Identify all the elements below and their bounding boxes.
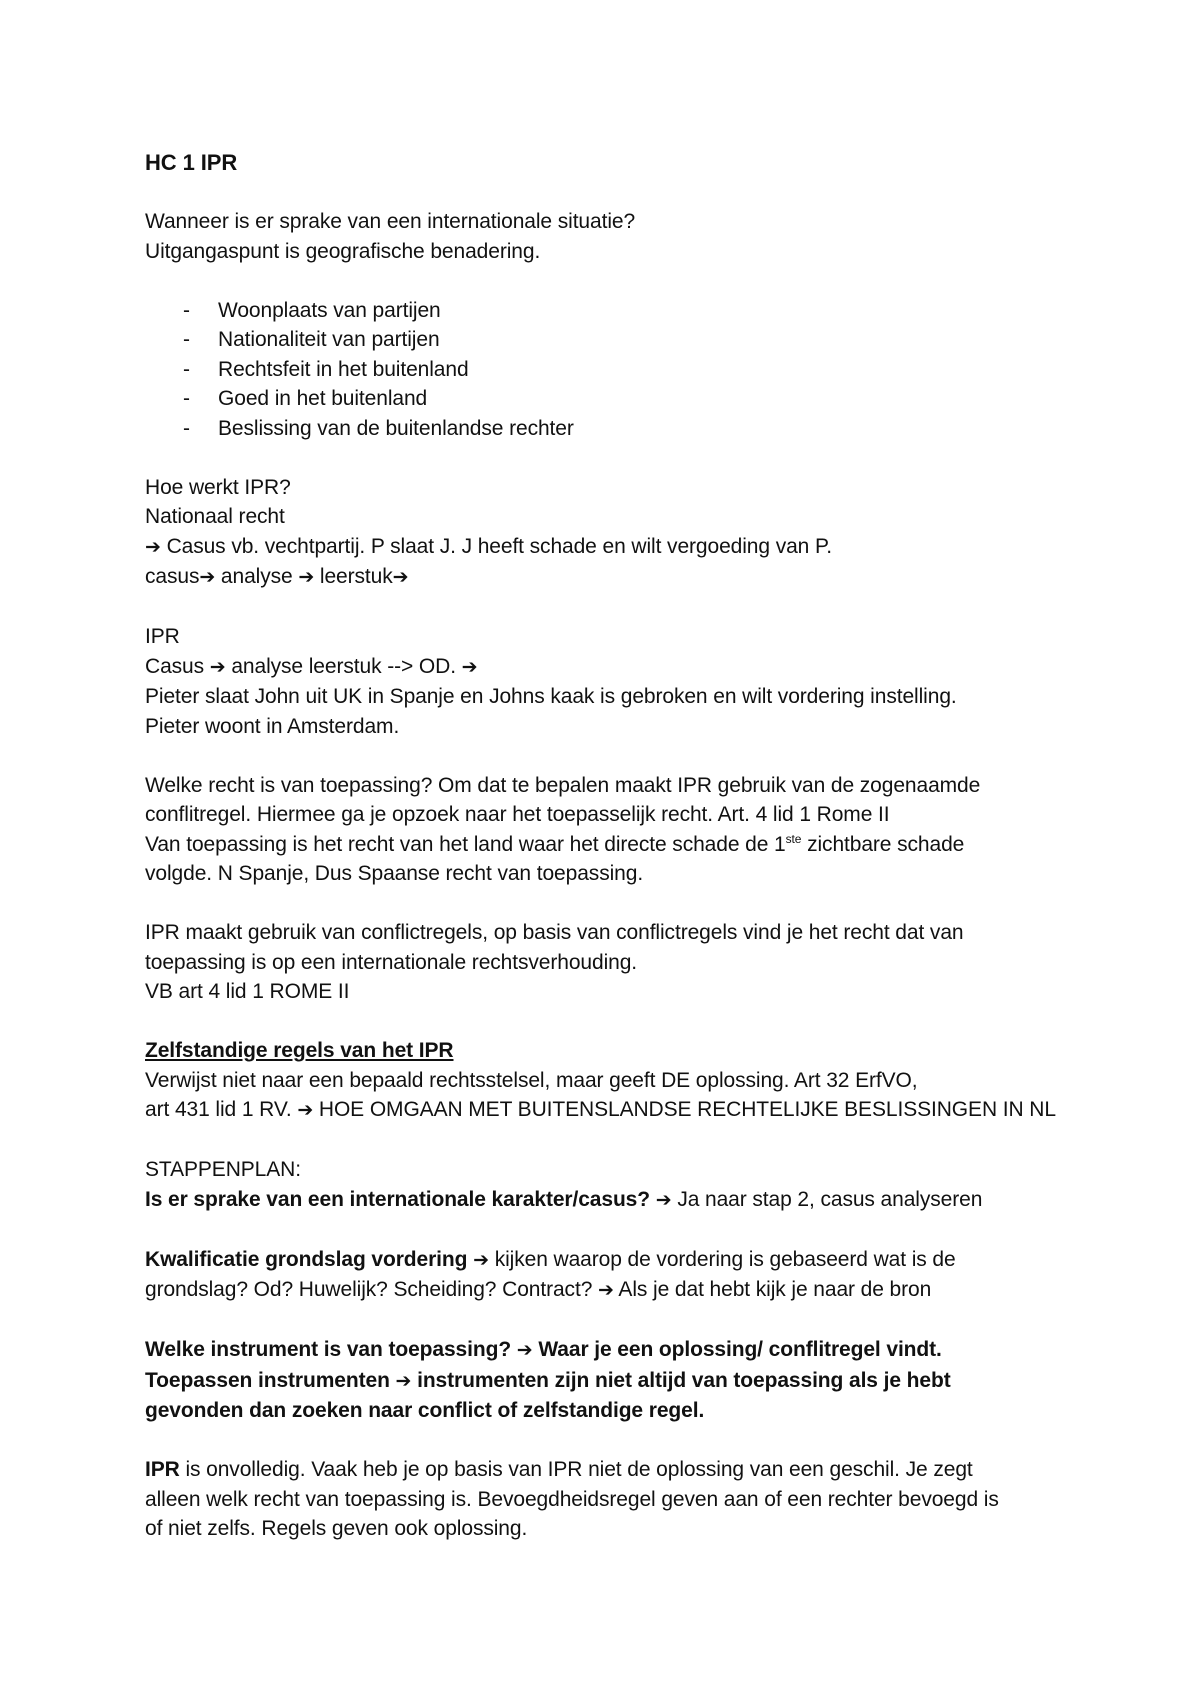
spacer	[145, 593, 1065, 623]
text-run: Casus	[145, 654, 210, 678]
document-body	[145, 148, 1065, 1544]
welke-recht-line-2: conflitregel. Hiermee ga je opzoek naar het toepasselijk recht. Art. 4 lid 1 Rome II	[145, 803, 890, 826]
spacer	[145, 178, 1065, 208]
text-run: Van toepassing is het recht van het land waar het directe schade de 1	[145, 832, 786, 856]
text-run: IPR	[145, 1458, 180, 1481]
arrow-right-icon: ➔	[209, 655, 226, 678]
ipr-case-line-2: Pieter woont in Amsterdam.	[145, 714, 400, 738]
spacer	[145, 1007, 1065, 1037]
arrow-right-icon: ➔	[199, 566, 216, 588]
ipr-heading: IPR	[145, 625, 180, 648]
kwalificatie-line-2	[145, 1275, 1065, 1306]
instrument-line-1	[145, 1335, 1065, 1366]
list-item	[145, 414, 1065, 444]
intro-line-1: Wanneer is er sprake van een internationale situatie?	[145, 210, 636, 233]
arrow-right-icon: ➔	[392, 566, 409, 588]
arrow-right-icon: ➔	[516, 1339, 533, 1361]
text-run: kijken waarop de vordering is gebaseerd wat is de	[488, 1247, 956, 1271]
list-item	[145, 384, 1065, 414]
arrow-right-icon: ➔	[145, 535, 161, 558]
bullet-dash: -	[183, 416, 190, 440]
text-run: grondslag? Od? Huwelijk? Scheiding? Contract?	[145, 1278, 599, 1301]
text-run: art 431 lid 1 RV.	[145, 1098, 298, 1121]
list-item-text: Woonplaats van partijen	[218, 298, 441, 322]
bullet-dash: -	[183, 328, 190, 351]
list-item-text: Goed in het buitenland	[218, 387, 428, 410]
spacer	[145, 741, 1065, 771]
text-run: Casus vb. vechtpartij. P slaat J. J heeft schade en wilt vergoeding van P.	[160, 534, 832, 558]
hoe-werkt-heading: Hoe werkt IPR?	[145, 475, 291, 499]
nationaal-recht-line: Nationaal recht	[145, 505, 285, 528]
zelfstandige-line-2	[145, 1095, 1065, 1126]
text-run: casus	[145, 565, 200, 588]
stappenplan-heading: STAPPENPLAN:	[145, 1158, 301, 1181]
list-item	[145, 296, 1065, 326]
arrow-right-icon: ➔	[298, 566, 315, 588]
text-run: Als je dat hebt kijk je naar de bron	[613, 1278, 932, 1301]
arrow-right-icon: ➔	[395, 1369, 412, 1392]
text-run: is onvolledig. Vaak heb je op basis van IPR niet de oplossing van een geschil. Je zegt	[179, 1458, 973, 1481]
list-item-text: Nationaliteit van partijen	[218, 328, 440, 351]
onvolledig-line-3: of niet zelfs. Regels geven ook oplossing.	[145, 1517, 528, 1540]
bullet-dash: -	[183, 357, 190, 381]
spacer	[145, 889, 1065, 919]
casus-flow-line	[145, 562, 1065, 593]
text-run: instrumenten zijn niet altijd van toepassing als je hebt	[411, 1368, 951, 1392]
ipr-case-line: Pieter slaat John uit UK in Spanje en Johns kaak is gebroken en wilt vordering instelling.	[145, 685, 957, 708]
zelfstandige-line-1: Verwijst niet naar een bepaald rechtsstelsel, maar geeft DE oplossing. Art 32 ErfVO,	[145, 1068, 918, 1092]
arrow-right-icon: ➔	[461, 655, 478, 678]
spacer	[145, 266, 1065, 296]
criteria-list	[145, 296, 1065, 444]
spacer	[145, 1306, 1065, 1336]
text-run: Kwalificatie grondslag vordering	[145, 1247, 468, 1271]
document-title: HC 1 IPR	[145, 150, 238, 175]
welke-recht-line-4: volgde. N Spanje, Dus Spaanse recht van toepassing.	[145, 862, 644, 885]
text-run: analyse	[215, 565, 299, 588]
welke-recht-line-3	[145, 830, 1065, 860]
conflict-line-1: IPR maakt gebruik van conflictregels, op basis van conflictregels vind je het recht dat van	[145, 921, 964, 944]
list-item-text: Rechtsfeit in het buitenland	[218, 357, 469, 381]
instrument-line-3: gevonden dan zoeken naar conflict of zelfstandige regel.	[145, 1399, 705, 1422]
arrow-right-icon: ➔	[655, 1188, 672, 1211]
ipr-flow-line	[145, 652, 1065, 683]
spacer	[145, 1426, 1065, 1456]
intro-line-2: Uitgangaspunt is geografische benadering.	[145, 239, 541, 263]
text-run: Toepassen instrumenten	[145, 1368, 396, 1392]
zelfstandige-heading: Zelfstandige regels van het IPR	[145, 1039, 454, 1062]
list-item-text: Beslissing van de buitenlandse rechter	[218, 416, 574, 440]
welke-recht-line-1: Welke recht is van toepassing? Om dat te bepalen maakt IPR gebruik van de zogenaamde	[145, 773, 981, 797]
text-run: Welke instrument is van toepassing?	[145, 1338, 517, 1361]
bullet-dash: -	[183, 387, 190, 410]
text-run: zichtbare schade	[801, 832, 965, 856]
arrow-right-icon: ➔	[473, 1248, 489, 1271]
text-run: Ja naar stap 2, casus analyseren	[671, 1187, 983, 1211]
list-item	[145, 325, 1065, 355]
onvolledig-line-2: alleen welk recht van toepassing is. Bevoegdheidsregel geven aan of een rechter bevoegd is	[145, 1487, 999, 1511]
casus-example-line	[145, 532, 1065, 563]
text-run: leerstuk	[314, 565, 393, 588]
text-run: Is er sprake van een internationale karakter/casus?	[145, 1187, 650, 1211]
conflict-line-2: toepassing is op een internationale rechtsverhouding.	[145, 950, 638, 974]
spacer	[145, 1215, 1065, 1245]
text-run: HOE OMGAAN MET BUITENSLANDSE RECHTELIJKE BESLISSINGEN IN NL	[313, 1098, 1056, 1121]
text-run: Waar je een oplossing/ conflitregel vindt.	[532, 1338, 942, 1361]
text-run: analyse leerstuk --> OD.	[225, 654, 462, 678]
kwalificatie-line-1	[145, 1245, 1065, 1276]
list-item	[145, 355, 1065, 385]
arrow-right-icon: ➔	[297, 1099, 314, 1121]
arrow-right-icon: ➔	[598, 1279, 614, 1301]
superscript: ste	[785, 831, 802, 846]
instrument-line-2	[145, 1366, 1065, 1397]
onvolledig-line-1	[145, 1455, 1065, 1485]
conflict-line-3: VB art 4 lid 1 ROME II	[145, 980, 350, 1003]
bullet-dash: -	[183, 298, 190, 322]
stap-1-line	[145, 1185, 1065, 1216]
spacer	[145, 1126, 1065, 1156]
spacer	[145, 443, 1065, 473]
